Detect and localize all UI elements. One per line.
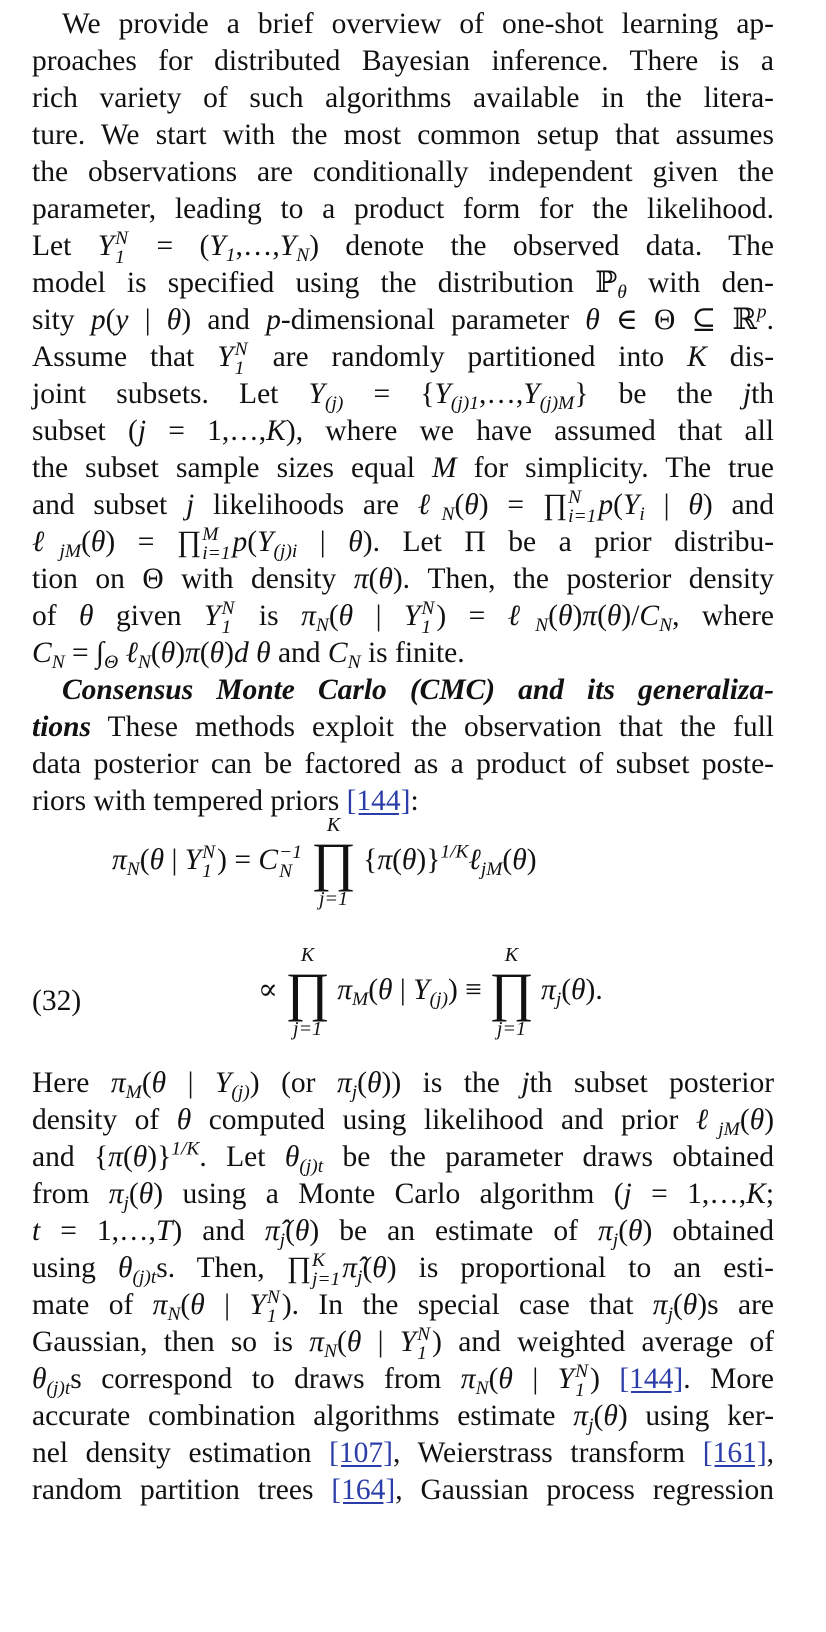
page: We provide a brief overview of one-shot learning ap- proaches for distributed Bayesian inference. There is a rich variety of such algorithms available in the litera- ture. We start with the most common setup that assumes the observations are conditionally independent given the parameter, leading to a product form for the likelihood. Let Y N 1 = $(Y_1,\dots,Y_N)$ denote the observed data. The model is specified using the distribution ℙ$_\theta$ with den- sity p(y | θ) and p-dimensional parameter θ ∈ Θ ⊆ ℝ$^p$. Assume that Y N 1 are randomly partitioned into K dis- joint subsets. Let $Y_{(j)}$ = $\{Y_{(j)1},\dots,Y_{(j)M}\}$ be the jth subset (j = 1,…,K), where we have assumed that all the subset sample sizes equal M for simplicity. The true and subset j likelihoods are ℓ$_N$(θ) = ∏ N i=1 $p(Y_i$ | θ) and ℓ$_{jM}$(θ) = ∏ M i=1 $p(Y_{(j)i}$ | θ). Let Π be a prior distribu- tion on Θ with density π(θ). Then, the posterior density of θ given Y N 1 is $\pi_N(\theta$ | Y N 1 ) = $\ell_N(\theta)\pi(\theta)/C_N$, where $C_N = \int_\Theta$ ℓ$_N$(θ)π(θ)d θ and $C_N$ is finite. Consensus Monte Carlo (CMC) and its generaliza- tions These methods exploit the observation that the full data posterior can be factored as a product of subset poste- riors with tempered priors [144]: $\pi_N(\theta$ | Y N 1 ) = C −1 N K ∏ j=1 $\{\pi(\theta)\}^{1/K}\ell_{jM}(\theta)$ (32) ∝ K ∏ j=1 $\pi_M(\theta$ | $Y_{(j)}$) ≡ K ∏ j=1 $\pi_j(\theta)$. Here $\pi_M(\theta$ | $Y_{(j)}$) (or $\pi_j(\theta)$) is the jth subset posterior density of θ computed using likelihood and prior ℓ$_{jM}$(θ) and $\{\pi(\theta)\}^{1/K}$. Let $\theta_{(j)t}$ be the parameter draws obtained from $\pi_j(\theta)$ using a Monte Carlo algorithm (j = 1,…,K; t = 1,…,T) and $\pî_j(\theta)$ be an estimate of $\pi_j(\theta)$ obtained using $\theta_{(j)t}s$. Then, ∏ K j=1 $\pî_j(\theta)$ is proportional to an esti- mate of $\pi_N(\theta$ | Y N 1 ). In the special case that $\pi_j(\theta)s$ are Gaussian, then so is $\pi_N(\theta$ | Y N 1 ) and weighted average of $\theta_{(j)t}s$ correspond to draws from $\pi_N(\theta$ | Y N 1 ) [144]. More accurate combination algorithms estimate $\pi_j(\theta)$ using ker- nel density estimation [107], Weierstrass transform [161], random partition trees [164], Gaussian process regression xyxy=(0,0,826,1632)
paragraph-cmc xyxy=(32,672,774,820)
math-inline: ℓ$_{jM}$(θ) = ∏ M i=1 $p(Y_{(j)i}$ | θ) xyxy=(32,523,373,565)
text-line: parameter, leading to a product form for the likelihood. xyxy=(32,193,774,225)
text-line: $\theta_{(j)t}s$ correspond to draws from $\pi_N(\theta$ | Y N 1 ) [144]. More xyxy=(32,1360,774,1402)
text-line: and subset j likelihoods are ℓ$_N$(θ) = ∏ N i=1 $p(Y_i$ | θ) and xyxy=(32,486,775,528)
citation-link[interactable]: [161] xyxy=(702,1437,767,1469)
text-line: We provide a brief overview of one-shot learning ap- xyxy=(62,8,774,40)
text-line: random partition trees [164], Gaussian process regression xyxy=(32,1474,774,1506)
citation-link[interactable]: [164] xyxy=(331,1474,396,1506)
product-operator: K ∏ j=1 xyxy=(489,944,534,1040)
text-line: joint subsets. Let $Y_{(j)}$ = $\{Y_{(j)1},\dots,Y_{(j)M}\}$ be the jth xyxy=(32,378,775,415)
paragraph-combination xyxy=(32,1065,774,1509)
text-line: from $\pi_j(\theta)$ using a Monte Carlo algorithm (j = 1,…,K; xyxy=(32,1178,775,1215)
math-inline: (j = 1,…,K) xyxy=(128,415,296,447)
text-line: data posterior can be factored as a product of subset poste- xyxy=(32,748,774,780)
text-line: Here $\pi_M(\theta$ | $Y_{(j)}$) (or $\pi_j(\theta)$) is the jth subset posterior xyxy=(32,1067,775,1104)
text-line: nel density estimation [107], Weierstrass transform [161], xyxy=(32,1437,775,1469)
text-line: tions These methods exploit the observation that the full xyxy=(32,711,774,743)
text-line: the subset sample sizes equal M for simplicity. The true xyxy=(32,452,775,484)
text-line: mate of $\pi_N(\theta$ | Y N 1 ). In the special case that $\pi_j(\theta)s$ are xyxy=(32,1286,774,1328)
text-line: of θ given Y N 1 is $\pi_N(\theta$ | Y N 1 ) = $\ell_N(\theta)\pi(\theta)/C_N$, where xyxy=(32,597,774,639)
equation-line-1: $\pi_N(\theta$ | Y N 1 ) = C −1 N K ∏ j=1 $\{\pi(\theta)\}^{1/K}\ell_{jM}(\theta)$ xyxy=(112,814,537,910)
math-inline: Y N 1 xyxy=(217,338,248,380)
section-heading: Consensus Monte Carlo (CMC) and its generaliza- xyxy=(62,674,774,706)
text-line: model is specified using the distribution ℙ$_\theta$ with den- xyxy=(32,267,775,304)
citation-link[interactable]: [107] xyxy=(329,1437,394,1469)
math-inline: $Y_{(j)}$ = $\{Y_{(j)1},\dots,Y_{(j)M}\}$ xyxy=(308,378,589,415)
math-inline: p(y | θ) xyxy=(90,304,192,336)
math-inline: θ ∈ Θ ⊆ ℝ$^p$. xyxy=(585,301,775,336)
product-operator: K ∏ j=1 xyxy=(311,814,356,910)
text-line: the observations are conditionally independent given the xyxy=(32,156,774,188)
text-line: density of θ computed using likelihood and prior ℓ$_{jM}$(θ) xyxy=(32,1104,775,1141)
math-inline: Y N 1 = $(Y_1,\dots,Y_N)$ xyxy=(97,227,320,269)
text-line: proaches for distributed Bayesian inference. There is a xyxy=(32,45,774,77)
text-line: ℓ$_{jM}$(θ) = ∏ M i=1 $p(Y_{(j)i}$ | θ). Let Π be a prior distribu- xyxy=(32,523,775,565)
math-inline: $C_N = \int_\Theta$ ℓ$_N$(θ)π(θ)d θ xyxy=(32,637,271,674)
text-line: $C_N = \int_\Theta$ ℓ$_N$(θ)π(θ)d θ and $C_N$ is finite. xyxy=(32,637,465,674)
text-line: accurate combination algorithms estimate $\pi_j(\theta)$ using ker- xyxy=(32,1400,775,1437)
paragraph-intro xyxy=(32,6,774,672)
math-inline: $\pi_N(\theta$ | Y N 1 ) = $\ell_N(\theta)\pi(\theta)/C_N$ xyxy=(301,597,673,639)
text-line: and $\{\pi(\theta)\}^{1/K}$. Let $\theta_{(j)t}$ be the parameter draws obtained xyxy=(32,1138,774,1178)
math-inline: ℓ$_N$(θ) = ∏ N i=1 $p(Y_i$ | θ) xyxy=(417,486,713,528)
text-line: tion on Θ with density π(θ). Then, the posterior density xyxy=(32,563,774,595)
text-line: riors with tempered priors [144]: xyxy=(32,785,419,817)
product-operator: K ∏ j=1 xyxy=(285,944,330,1040)
text-line: rich variety of such algorithms available in the litera- xyxy=(32,82,774,114)
equation-number: (32) xyxy=(32,985,82,1017)
citation-link[interactable]: [144] xyxy=(619,1363,684,1395)
text-line: sity p(y | θ) and p-dimensional parameter θ ∈ Θ ⊆ ℝ$^p$. xyxy=(32,301,775,336)
text-line: using $\theta_{(j)t}s$. Then, ∏ K j=1 $\pî_j(\theta)$ is proportional to an esti- xyxy=(32,1249,774,1291)
text-line: Let Y N 1 = $(Y_1,\dots,Y_N)$ denote the observed data. The xyxy=(32,227,775,269)
text-line: t = 1,…,T) and $\pî_j(\theta)$ be an estimate of $\pi_j(\theta)$ obtained xyxy=(32,1215,774,1252)
text-line: Gaussian, then so is $\pi_N(\theta$ | Y N 1 ) and weighted average of xyxy=(32,1323,775,1365)
text-line: subset (j = 1,…,K), where we have assumed that all xyxy=(32,415,775,447)
text-line: ture. We start with the most common setup that assumes xyxy=(32,119,774,151)
citation-link[interactable]: [144] xyxy=(346,785,411,817)
math-inline: ℙ$_\theta$ xyxy=(595,267,627,304)
text-line: Assume that Y N 1 are randomly partitioned into K dis- xyxy=(32,338,775,380)
